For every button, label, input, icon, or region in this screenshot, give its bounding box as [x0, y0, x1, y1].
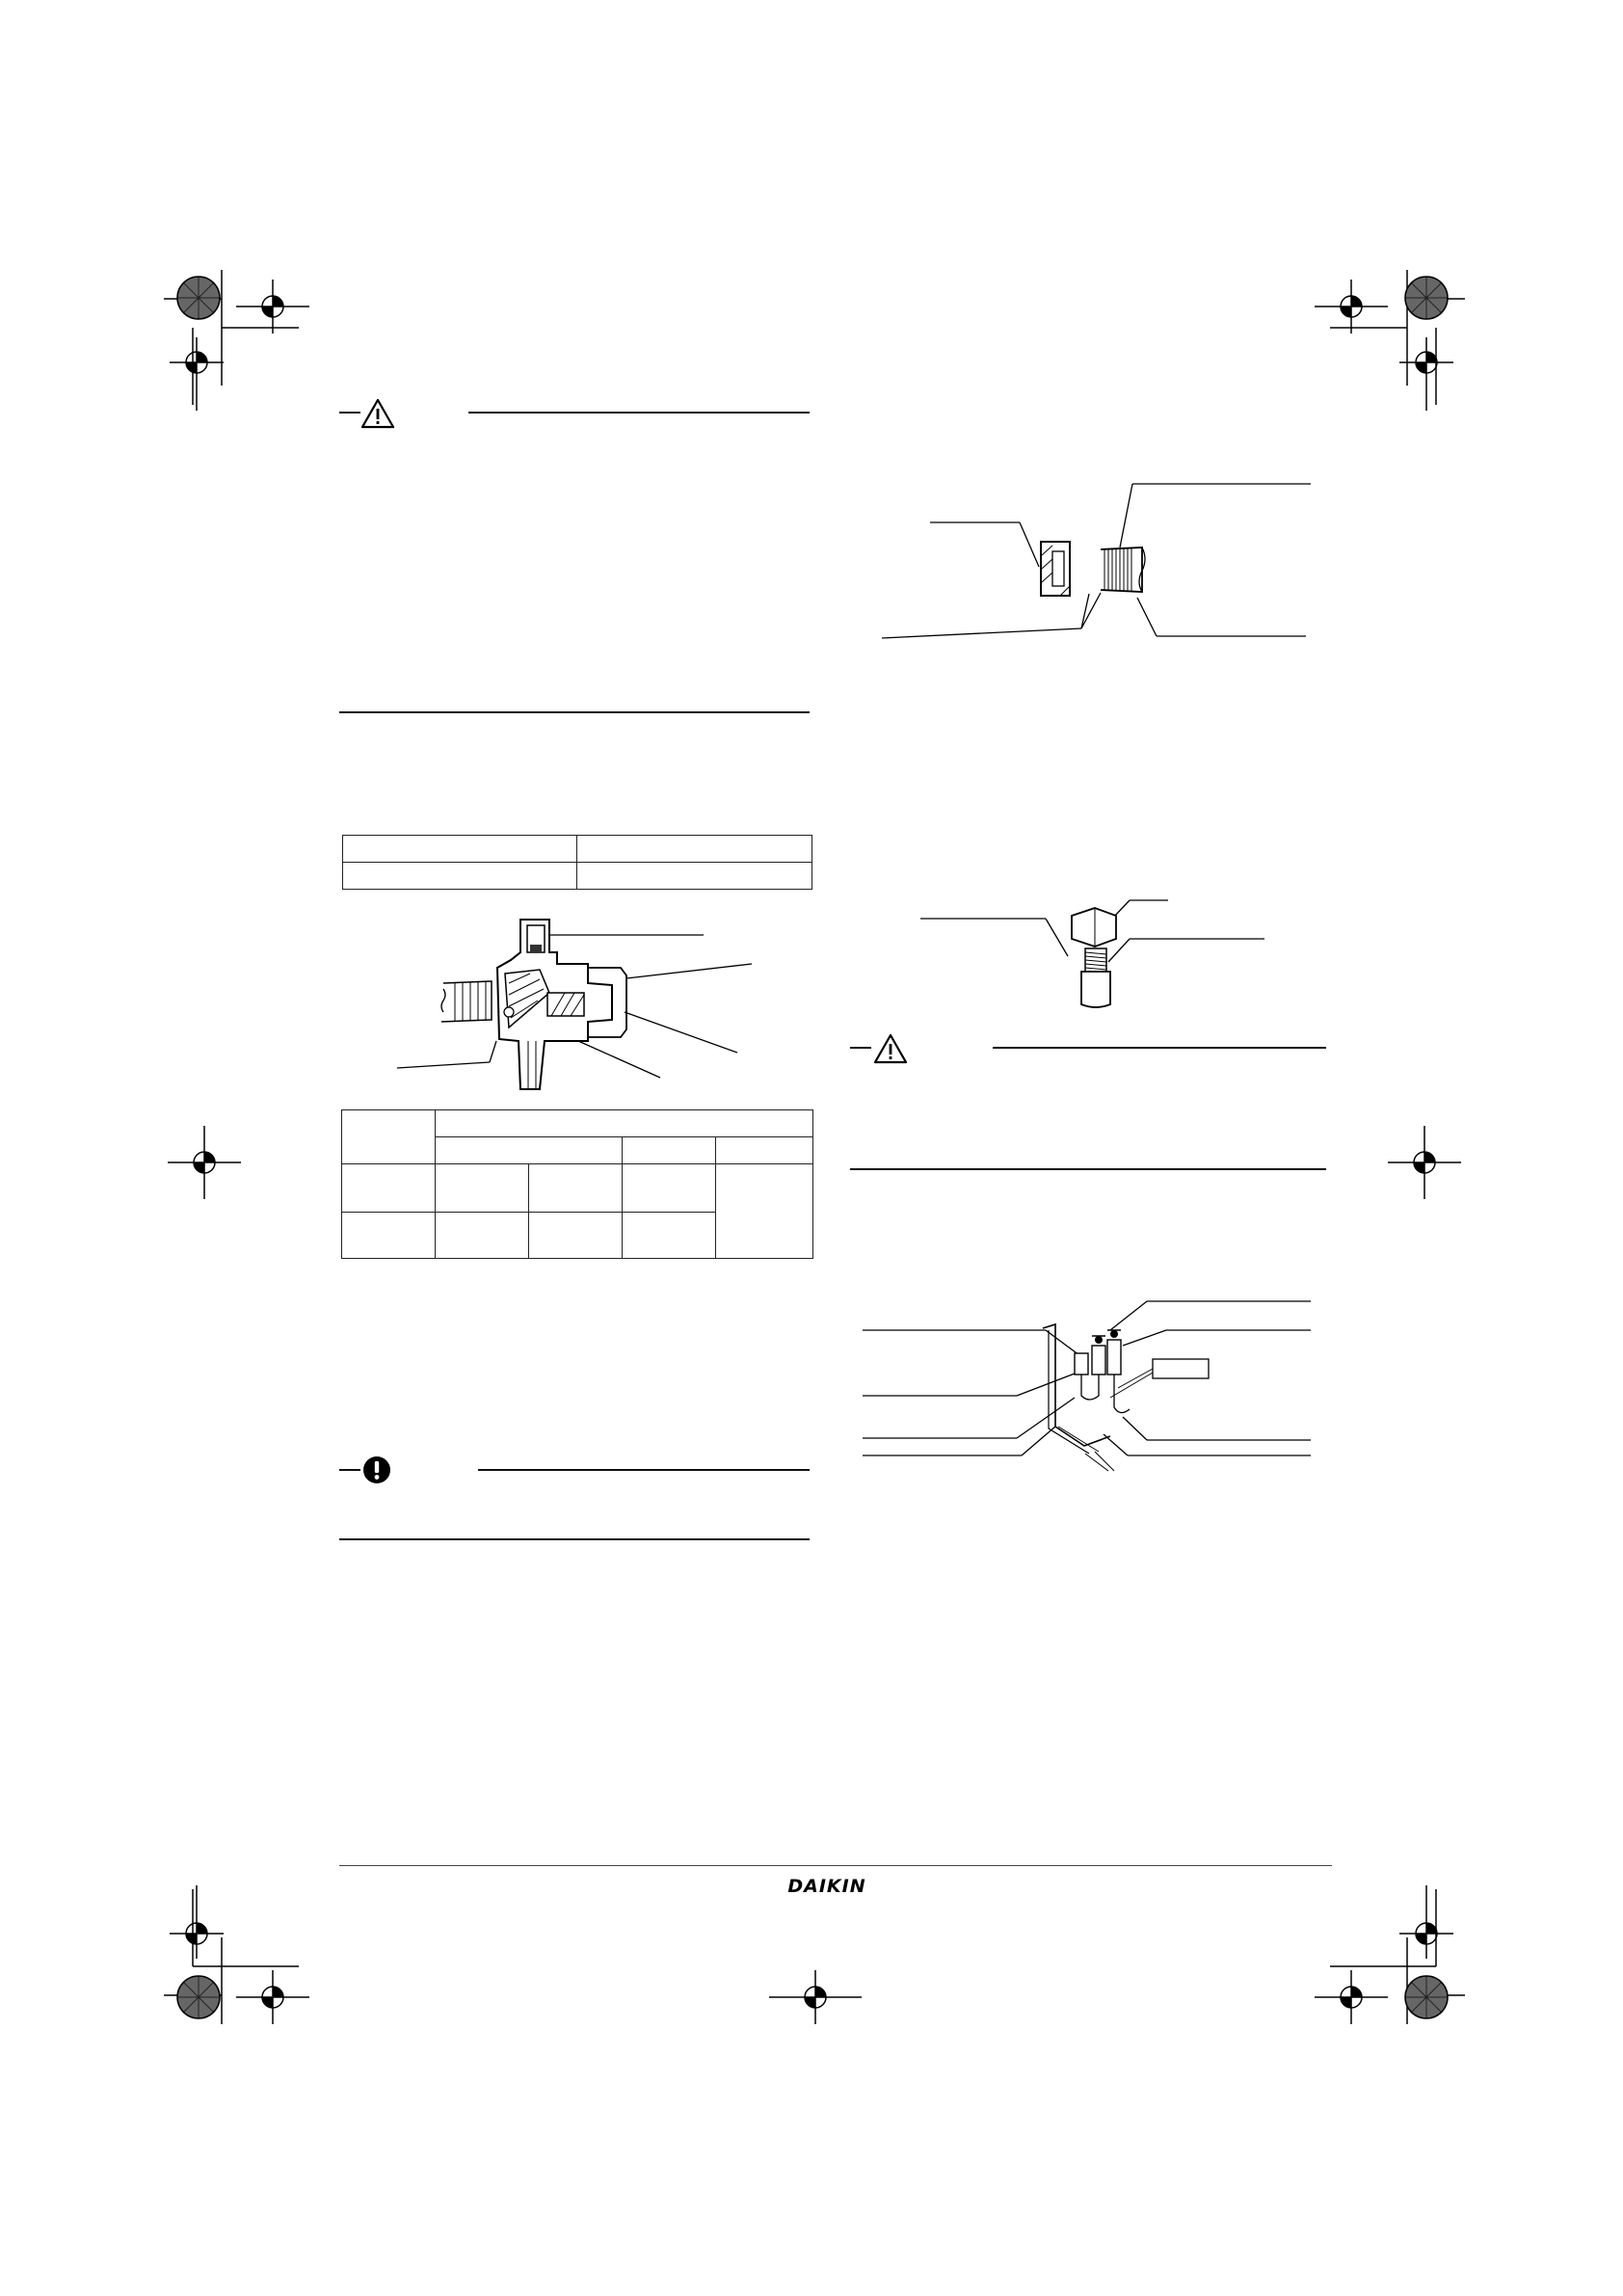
registration-mark-icon: [168, 1126, 241, 1199]
footer-rule: [339, 1865, 1332, 1866]
registration-mark-icon: [236, 280, 309, 334]
table-cell: [342, 1164, 436, 1213]
warning-triangle-icon: [360, 398, 395, 429]
table-cell: [343, 836, 577, 863]
daikin-logo: DAIKIN: [787, 1876, 866, 1897]
table-cell: [716, 1164, 813, 1259]
registration-mark-icon: [170, 1885, 224, 1959]
table-cell: [436, 1110, 813, 1137]
registration-mark-icon: [170, 337, 224, 411]
flare-nut-pipe-diagram: [877, 472, 1320, 646]
registration-mark-icon: [236, 1970, 309, 2024]
warning-heading-rule: [468, 412, 810, 414]
warning-heading-rule-left: [339, 412, 360, 414]
table-cell: [577, 863, 812, 890]
torque-table: [341, 1109, 813, 1259]
table-cell: [342, 1110, 436, 1164]
exclamation-circle-icon: [362, 1455, 391, 1484]
registration-mark-icon: [1399, 337, 1453, 411]
warning-triangle-icon: [873, 1033, 908, 1064]
caution-heading-rule-left: [339, 1469, 360, 1471]
table-cell: [436, 1213, 529, 1259]
stop-valve-cross-section-diagram: [386, 906, 761, 1099]
registration-mark-icon: [1399, 1885, 1453, 1959]
table-cell: [623, 1164, 716, 1213]
table-cell: [623, 1213, 716, 1259]
caution-heading-rule: [478, 1469, 810, 1471]
color-target-icon: [1403, 1974, 1450, 2020]
section-divider: [339, 1538, 810, 1540]
color-target-icon: [175, 1974, 222, 2020]
table-cell: [436, 1137, 623, 1164]
table-cell: [577, 836, 812, 863]
registration-mark-icon: [769, 1970, 862, 2024]
table-cell: [436, 1164, 529, 1213]
color-target-icon: [1403, 275, 1450, 321]
table-cell: [529, 1213, 623, 1259]
registration-mark-icon: [1315, 1970, 1388, 2024]
registration-mark-icon: [1388, 1126, 1461, 1199]
spec-table-small: [342, 835, 812, 890]
table-cell: [716, 1137, 813, 1164]
warning-heading-rule-left: [850, 1047, 871, 1049]
table-cell: [342, 1213, 436, 1259]
table-cell: [343, 863, 577, 890]
section-divider: [339, 711, 810, 713]
table-cell: [529, 1164, 623, 1213]
service-port-cap-diagram: [916, 887, 1272, 1060]
stop-valve-location-diagram: [858, 1282, 1320, 1475]
table-cell: [623, 1137, 716, 1164]
warning-heading-rule: [993, 1047, 1326, 1049]
registration-mark-icon: [1315, 280, 1388, 334]
section-divider: [850, 1168, 1326, 1170]
color-target-icon: [175, 275, 222, 321]
